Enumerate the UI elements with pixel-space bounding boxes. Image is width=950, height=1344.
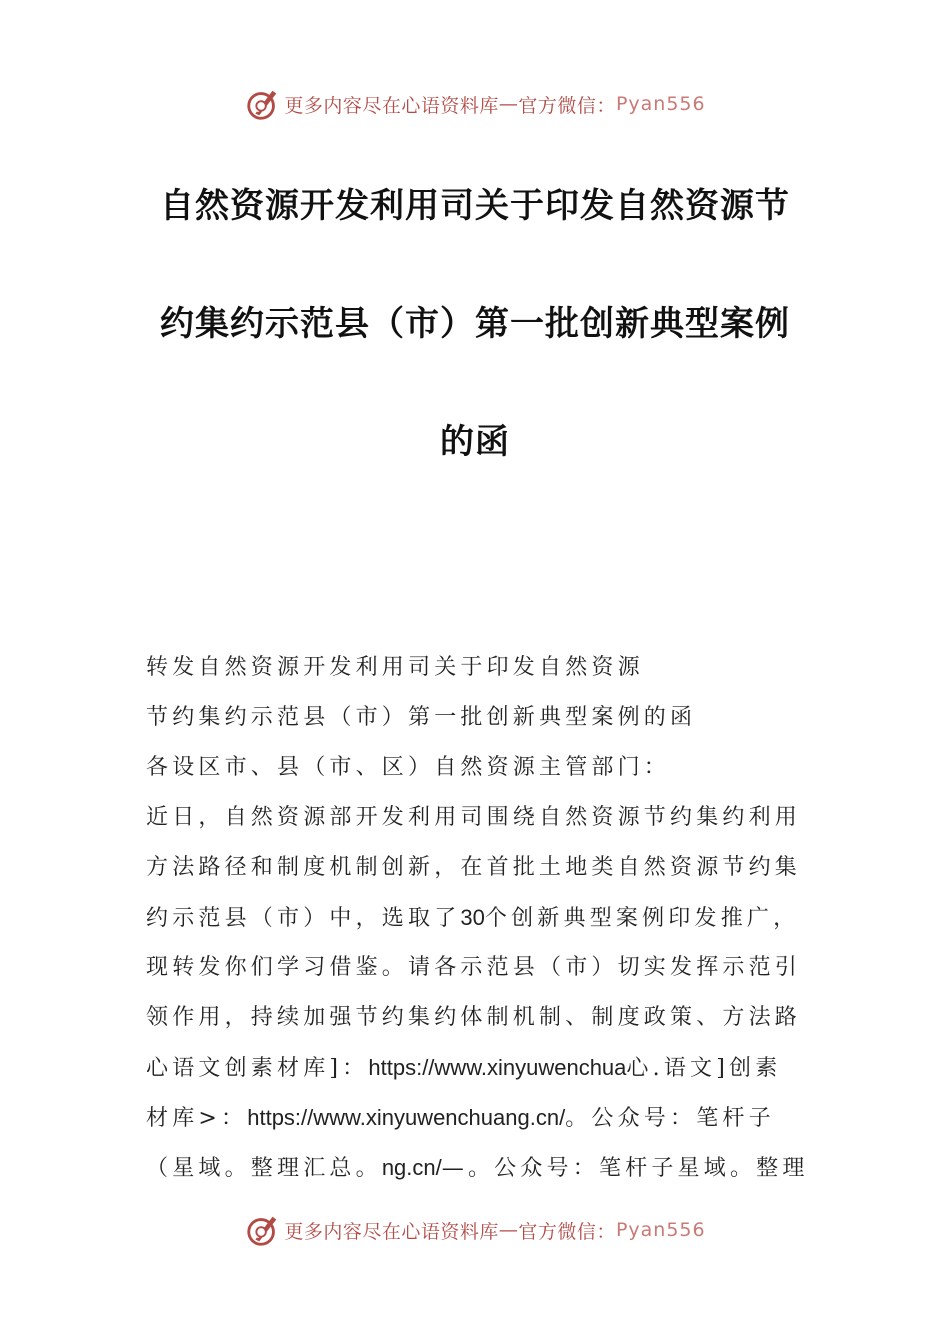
document-body <box>146 648 826 1198</box>
document-title-line-2: 约集约示范县（市）第一批创新典型案例 <box>160 304 790 344</box>
body-line <box>146 1148 826 1198</box>
body-line <box>146 1048 826 1098</box>
banner-dash: — <box>498 93 519 115</box>
document-title-line-3: 的函 <box>440 422 510 462</box>
banner-wechat-id: Pyan556 <box>615 93 706 115</box>
body-line: 现转发你们学习借鉴。请各示范县（市）切实发挥示范引 <box>146 955 802 980</box>
body-url: https://www.xinyuwenchuang.cn/ <box>247 1105 566 1130</box>
banner-dash: — <box>498 1219 519 1241</box>
quill-logo-icon <box>244 85 282 123</box>
body-line: 各设区市、县（市、区）自然资源主管部门： <box>146 755 671 780</box>
body-line: 领作用，持续加强节约集约体制机制、制度政策、方法路 <box>146 1005 802 1030</box>
banner-text: 更多内容尽在心语资料库 <box>284 1220 499 1243</box>
body-text-segment: （星域。整理汇总。 <box>146 1156 382 1181</box>
body-line: 转发自然资源开发利用司关于印发自然资源 <box>146 655 644 680</box>
quill-logo-icon <box>244 1211 282 1249</box>
body-line: 方法路径和制度机制创新，在首批土地类自然资源节约集 <box>146 855 802 880</box>
banner-wechat-prefix: 官方微信： <box>518 1220 616 1243</box>
body-text-segment: 个创新典型案例印发推广， <box>484 906 800 931</box>
body-line <box>146 1098 826 1148</box>
banner-wechat-id: Pyan556 <box>615 1219 706 1241</box>
banner-text: 更多内容尽在心语资料库 <box>284 94 499 117</box>
body-line <box>146 898 826 948</box>
header-watermark-banner <box>0 82 950 126</box>
body-line: 节约集约示范县（市）第一批创新典型案例的函 <box>146 705 697 730</box>
body-url: https://www.xinyuwenchua <box>368 1055 627 1080</box>
document-title-line-1: 自然资源开发利用司关于印发自然资源节 <box>160 186 790 226</box>
body-text-segment: 心语文创素材库]： <box>146 1056 369 1081</box>
body-text-segment: 材库>： <box>146 1106 248 1131</box>
body-line: 近日，自然资源部开发利用司围绕自然资源节约集约利用 <box>146 805 802 830</box>
body-text-segment: 约示范县（市）中，选取了 <box>146 906 461 931</box>
banner-wechat-prefix: 官方微信： <box>518 94 616 117</box>
body-url: ng.cn/ <box>381 1155 442 1180</box>
body-text-segment: —。公众号：笔杆子星域。整理 <box>441 1156 809 1181</box>
footer-watermark-banner <box>0 1208 950 1252</box>
body-text-segment: 。公众号：笔杆子 <box>565 1106 775 1131</box>
body-number: 30 <box>460 905 485 930</box>
body-text-segment: 心.语文]创素 <box>626 1056 782 1081</box>
